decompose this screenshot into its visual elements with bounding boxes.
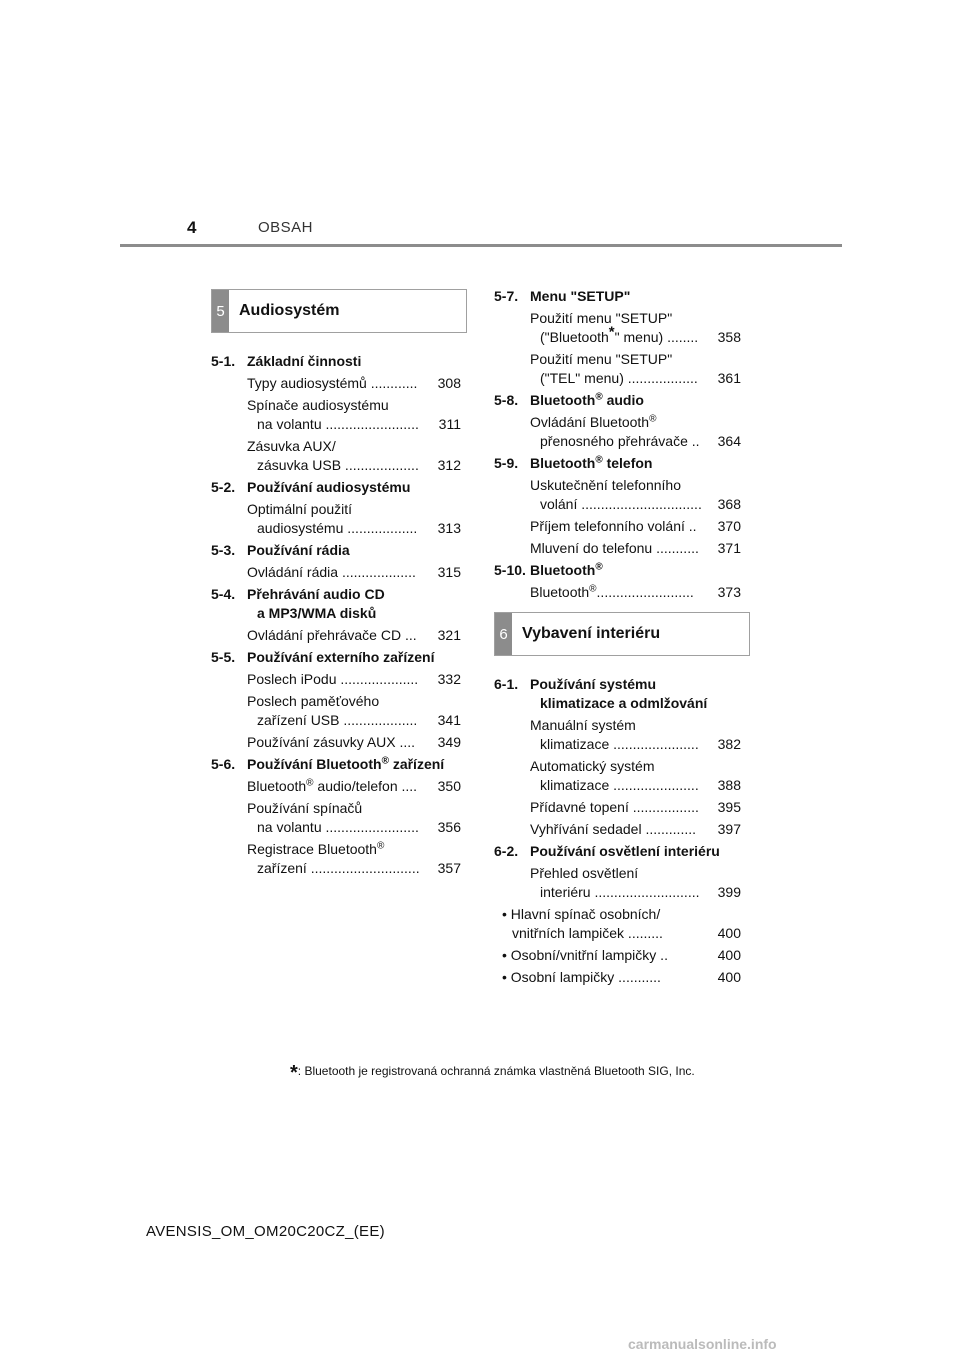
entry-page: 364 xyxy=(717,433,741,449)
entry-page: 315 xyxy=(437,564,461,580)
entry-text: Ovládání přehrávače CD ... xyxy=(247,627,417,643)
chapter-number: 6-1. xyxy=(494,676,519,692)
chapter-5-3[interactable] xyxy=(211,541,461,560)
entry-page: 341 xyxy=(437,712,461,728)
toc-entry[interactable] xyxy=(530,476,741,514)
entry-page: 358 xyxy=(717,329,741,345)
toc-entry[interactable] xyxy=(247,396,461,434)
registered-mark: ® xyxy=(381,755,389,767)
toc-right-column-lower xyxy=(494,675,741,990)
chapter-number: 5-3. xyxy=(211,542,236,558)
entry-text-cont: volání ............................... xyxy=(540,496,702,512)
entry-text: Spínače audiosystému xyxy=(247,397,389,413)
toc-entry[interactable] xyxy=(247,840,461,878)
footnote xyxy=(290,1062,695,1085)
entry-text: Ovládání rádia ................... xyxy=(247,564,416,580)
entry-text-cont: zařízení ............................ xyxy=(257,860,420,876)
chapter-title: Používání osvětlení interiéru xyxy=(530,843,720,859)
entry-text-suffix: ......................... xyxy=(596,584,694,600)
entry-page: 321 xyxy=(437,627,461,643)
chapter-title: Přehrávání audio CD xyxy=(247,586,385,602)
chapter-title-suffix: zařízení xyxy=(388,756,445,772)
entry-text: Uskutečnění telefonního xyxy=(530,477,681,493)
chapter-5-9[interactable] xyxy=(494,454,741,473)
chapter-5-2[interactable] xyxy=(211,478,461,497)
entry-text: Zásuvka AUX/ xyxy=(247,438,336,454)
entry-page: 395 xyxy=(717,799,741,815)
registered-mark: ® xyxy=(595,391,603,403)
registered-mark: ® xyxy=(595,454,603,466)
entry-text-cont: klimatizace ...................... xyxy=(540,777,699,793)
toc-entry[interactable] xyxy=(247,374,461,393)
toc-entry[interactable] xyxy=(530,757,741,795)
chapter-number: 5-4. xyxy=(211,586,236,602)
entry-text-cont: zásuvka USB ................... xyxy=(257,457,419,473)
entry-text-cont: klimatizace ...................... xyxy=(540,736,699,752)
entry-text-cont: na volantu ........................ xyxy=(257,819,419,835)
entry-text-cont: ("TEL" menu) .................. xyxy=(540,370,698,386)
toc-entry[interactable] xyxy=(530,820,741,839)
entry-page: 373 xyxy=(717,584,741,600)
chapter-number: 5-7. xyxy=(494,288,519,304)
registered-mark: ® xyxy=(306,777,314,789)
registered-mark: ® xyxy=(589,583,597,595)
section-5-title: Audiosystém xyxy=(239,302,340,319)
section-6-number: 6 xyxy=(495,613,512,655)
entry-text-suffix: " menu) ........ xyxy=(614,329,699,345)
section-6-header xyxy=(494,612,750,656)
chapter-5-1[interactable] xyxy=(211,352,461,371)
entry-text-cont: zařízení USB ................... xyxy=(257,712,418,728)
entry-text: Používání zásuvky AUX .... xyxy=(247,734,416,750)
chapter-5-7[interactable] xyxy=(494,287,741,306)
entry-text: Příjem telefonního volání .. xyxy=(530,518,697,534)
entry-page: 308 xyxy=(437,375,461,391)
entry-text: Poslech paměťového xyxy=(247,693,380,709)
toc-entry[interactable] xyxy=(247,626,461,645)
toc-entry[interactable] xyxy=(247,799,461,837)
entry-text: Mluvení do telefonu ........... xyxy=(530,540,699,556)
entry-text: Registrace Bluetooth xyxy=(247,841,377,857)
entry-text: Typy audiosystémů ............ xyxy=(247,375,418,391)
header-rule xyxy=(120,244,842,247)
entry-text-cont: audiosystému .................. xyxy=(257,520,418,536)
section-5-number: 5 xyxy=(212,290,229,332)
entry-page: 311 xyxy=(438,416,461,432)
entry-text: Optimální použití xyxy=(247,501,353,517)
page-number: 4 xyxy=(187,218,197,237)
chapter-title-cont: klimatizace a odmlžování xyxy=(540,695,708,711)
entry-text: Bluetooth xyxy=(530,584,590,600)
entry-page: 399 xyxy=(717,884,741,900)
chapter-title: Používání externího zařízení xyxy=(247,649,435,665)
entry-text: Vyhřívání sedadel ............. xyxy=(530,821,697,837)
toc-right-column xyxy=(494,287,741,605)
chapter-number: 5-6. xyxy=(211,756,236,772)
watermark: carmanualsonline.info xyxy=(628,1336,777,1352)
entry-page: 400 xyxy=(717,947,741,963)
chapter-number: 5-5. xyxy=(211,649,236,665)
chapter-5-8[interactable] xyxy=(494,391,741,410)
chapter-title-suffix: audio xyxy=(602,392,644,408)
entry-text-cont: ("Bluetooth xyxy=(540,329,609,345)
toc-entry[interactable] xyxy=(530,350,741,388)
entry-page: 400 xyxy=(717,925,741,941)
toc-entry[interactable] xyxy=(247,563,461,582)
chapter-title-suffix: telefon xyxy=(602,455,653,471)
chapter-number: 5-2. xyxy=(211,479,236,495)
footnote-text: : Bluetooth je registrovaná ochranná známka vlastněná Bluetooth SIG, Inc. xyxy=(297,1064,695,1078)
chapter-title: Bluetooth xyxy=(530,392,596,408)
entry-page: 313 xyxy=(437,520,461,536)
toc-bullet-entry[interactable] xyxy=(502,946,741,965)
toc-bullet-entry[interactable] xyxy=(502,968,741,987)
entry-text-cont: vnitřních lampiček ......... xyxy=(512,925,663,941)
toc-entry[interactable] xyxy=(530,583,741,602)
registered-mark: ® xyxy=(649,413,657,425)
toc-entry[interactable] xyxy=(247,692,461,730)
registered-mark: ® xyxy=(376,840,385,852)
section-5-header xyxy=(211,289,467,333)
toc-entry[interactable] xyxy=(530,309,741,347)
chapter-6-2[interactable] xyxy=(494,842,741,861)
chapter-5-5[interactable] xyxy=(211,648,461,667)
entry-page: 357 xyxy=(437,860,461,876)
entry-text: • Hlavní spínač osobních/ xyxy=(502,906,661,922)
chapter-title: Používání systému xyxy=(530,676,657,692)
chapter-number: 5-10. xyxy=(494,562,526,578)
entry-page: 350 xyxy=(437,778,461,794)
entry-text: • Osobní lampičky ........... xyxy=(502,969,661,985)
entry-page: 397 xyxy=(717,821,741,837)
chapter-title-cont: a MP3/WMA disků xyxy=(257,605,377,621)
toc-entry[interactable] xyxy=(247,437,461,475)
entry-page: 332 xyxy=(437,671,461,687)
entry-text-suffix: audio/telefon .... xyxy=(313,778,418,794)
document-code: AVENSIS_OM_OM20C20CZ_(EE) xyxy=(146,1223,385,1240)
entry-text: Poslech iPodu .................... xyxy=(247,671,419,687)
toc-entry[interactable] xyxy=(530,517,741,536)
entry-text: • Osobní/vnitřní lampičky .. xyxy=(502,947,668,963)
entry-text: Manuální systém xyxy=(530,717,636,733)
toc-entry[interactable] xyxy=(247,500,461,538)
chapter-number: 5-9. xyxy=(494,455,519,471)
chapter-title: Základní činnosti xyxy=(247,353,362,369)
chapter-title: Bluetooth xyxy=(530,455,596,471)
toc-bullet-entry[interactable] xyxy=(502,905,741,943)
chapter-title: Používání audiosystému xyxy=(247,479,411,495)
chapter-6-1[interactable] xyxy=(494,675,741,713)
chapter-number: 5-8. xyxy=(494,392,519,408)
footnote-asterisk: * xyxy=(290,1062,298,1084)
toc-entry[interactable] xyxy=(247,670,461,689)
chapter-number: 5-1. xyxy=(211,353,236,369)
entry-page: 370 xyxy=(717,518,741,534)
chapter-title: Bluetooth xyxy=(530,562,596,578)
entry-text: Použití menu "SETUP" xyxy=(530,351,673,367)
entry-page: 356 xyxy=(437,819,461,835)
chapter-title: Menu "SETUP" xyxy=(530,288,631,304)
asterisk-mark: * xyxy=(608,323,615,341)
chapter-title: Používání rádia xyxy=(247,542,350,558)
toc-entry[interactable] xyxy=(530,539,741,558)
entry-text: Bluetooth xyxy=(247,778,307,794)
entry-text: Používání spínačů xyxy=(247,800,363,816)
entry-text: Automatický systém xyxy=(530,758,655,774)
entry-text: Přehled osvětlení xyxy=(530,865,639,881)
entry-text-cont: na volantu ........................ xyxy=(257,416,419,432)
toc-entry[interactable] xyxy=(530,864,741,902)
entry-page: 388 xyxy=(717,777,741,793)
entry-page: 349 xyxy=(437,734,461,750)
toc-entry[interactable] xyxy=(530,413,741,451)
section-6-title: Vybavení interiéru xyxy=(522,625,661,642)
entry-page: 371 xyxy=(717,540,741,556)
chapter-5-10[interactable] xyxy=(494,561,741,580)
entry-page: 361 xyxy=(717,370,741,386)
entry-text: Ovládání Bluetooth xyxy=(530,414,650,430)
entry-text-cont: interiéru ........................... xyxy=(540,884,700,900)
toc-left-column xyxy=(211,352,461,881)
entry-text: Použití menu "SETUP" xyxy=(530,310,673,326)
entry-text-cont: přenosného přehrávače .. xyxy=(540,433,700,449)
toc-entry[interactable] xyxy=(530,716,741,754)
toc-entry[interactable] xyxy=(530,798,741,817)
chapter-title: Používání Bluetooth xyxy=(247,756,382,772)
entry-page: 368 xyxy=(717,496,741,512)
chapter-5-4[interactable] xyxy=(211,585,461,623)
entry-page: 382 xyxy=(717,736,741,752)
chapter-5-6[interactable] xyxy=(211,755,461,774)
toc-entry[interactable] xyxy=(247,777,461,796)
registered-mark: ® xyxy=(595,561,603,573)
chapter-number: 6-2. xyxy=(494,843,519,859)
entry-page: 312 xyxy=(437,457,461,473)
entry-page: 400 xyxy=(717,969,741,985)
page-header-title: OBSAH xyxy=(258,219,314,236)
entry-text: Přídavné topení ................. xyxy=(530,799,699,815)
toc-entry[interactable] xyxy=(247,733,461,752)
